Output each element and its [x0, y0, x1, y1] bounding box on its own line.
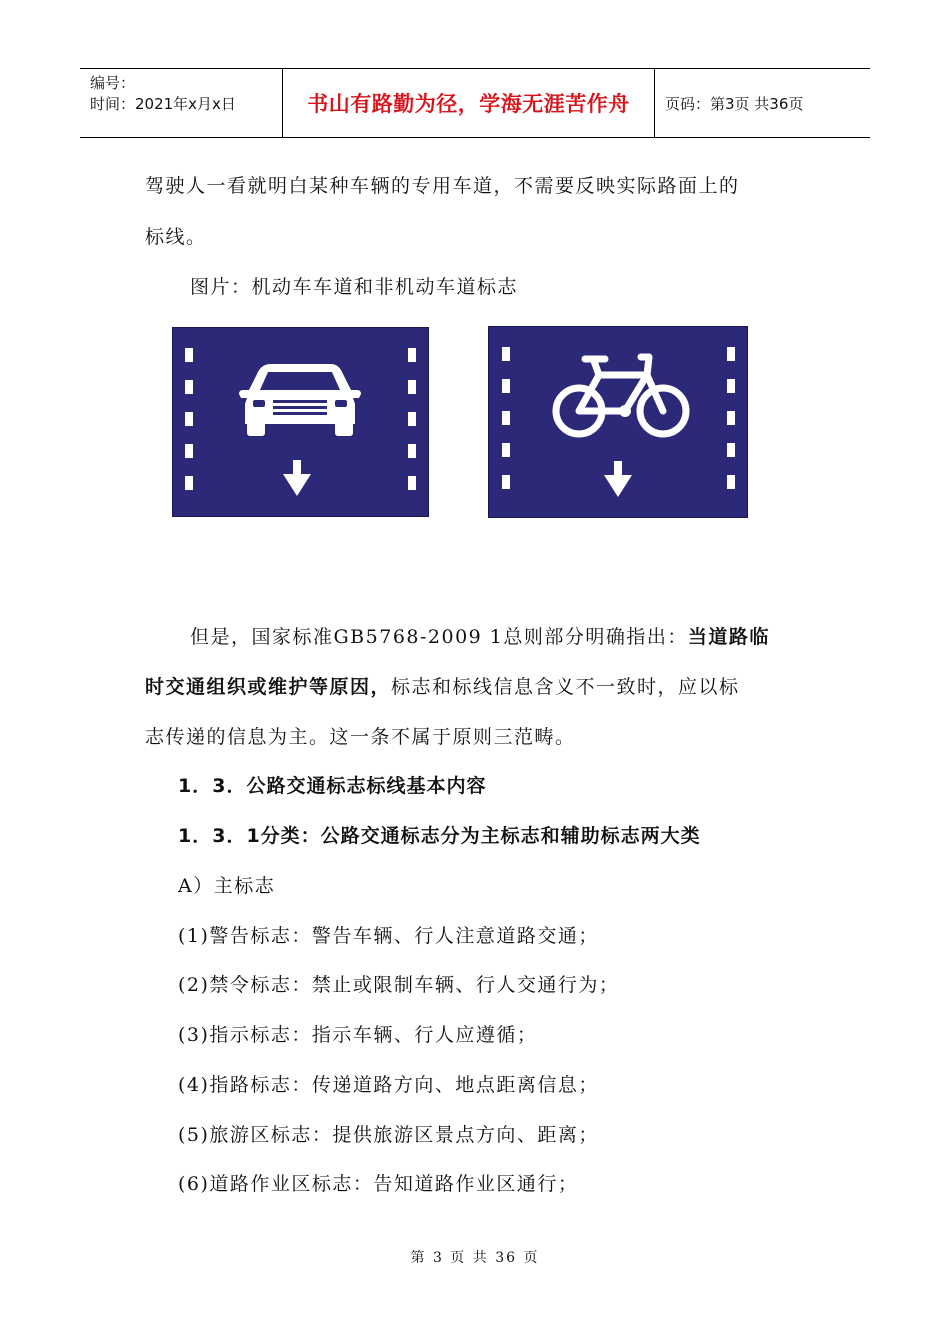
page-header: [80, 68, 870, 138]
document-date: 时间：2021年x月x日: [90, 95, 236, 113]
subsection-heading: 1．3．1分类：公路交通标志分为主标志和辅助标志两大类: [178, 825, 701, 847]
figure-caption: 图片：机动车车道和非机动车道标志: [190, 276, 519, 298]
paragraph-line: [190, 622, 770, 649]
emphasized-text: 当道路临: [687, 626, 770, 648]
non-motor-vehicle-lane-sign: [488, 326, 748, 518]
car-icon: [173, 328, 428, 516]
section-heading: 1．3．公路交通标志标线基本内容: [178, 775, 487, 797]
paragraph-text: 但是，国家标准GB5768-2009 1总则部分明确指出：: [190, 626, 688, 648]
page-footer: 第 3 页 共 36 页: [410, 1250, 540, 1266]
list-subheading: A）主标志: [178, 875, 276, 897]
list-item: (4)指路标志：传递道路方向、地点距离信息；: [178, 1074, 599, 1096]
paragraph-text: 标志和标线信息含义不一致时，应以标: [391, 676, 740, 698]
document-number-label: 编号：: [90, 74, 136, 92]
list-item: (1)警告标志：警告车辆、行人注意道路交通；: [178, 925, 599, 947]
header-motto: 书山有路勤为径，学海无涯苦作舟: [283, 69, 655, 137]
bicycle-icon: [489, 327, 747, 517]
motor-vehicle-lane-sign: [172, 327, 429, 517]
list-item: (3)指示标志：指示车辆、行人应遵循；: [178, 1024, 538, 1046]
arrow-down-icon: [283, 460, 311, 496]
emphasized-text: 时交通组织或维护等原因，: [145, 676, 392, 698]
header-meta: [80, 69, 283, 137]
list-item: (2)禁令标志：禁止或限制车辆、行人交通行为；: [178, 974, 620, 996]
list-item: (5)旅游区标志：提供旅游区景点方向、距离；: [178, 1124, 599, 1146]
arrow-down-icon: [604, 461, 632, 497]
paragraph-line: [145, 672, 740, 699]
paragraph-line: 驾驶人一看就明白某种车辆的专用车道，不需要反映实际路面上的: [145, 175, 740, 197]
paragraph-line: 标线。: [145, 226, 207, 248]
list-item: (6)道路作业区标志：告知道路作业区通行；: [178, 1173, 579, 1195]
header-page-info: 页码：第3页 共36页: [665, 94, 804, 113]
paragraph-line: 志传递的信息为主。这一条不属于原则三范畴。: [145, 726, 576, 748]
